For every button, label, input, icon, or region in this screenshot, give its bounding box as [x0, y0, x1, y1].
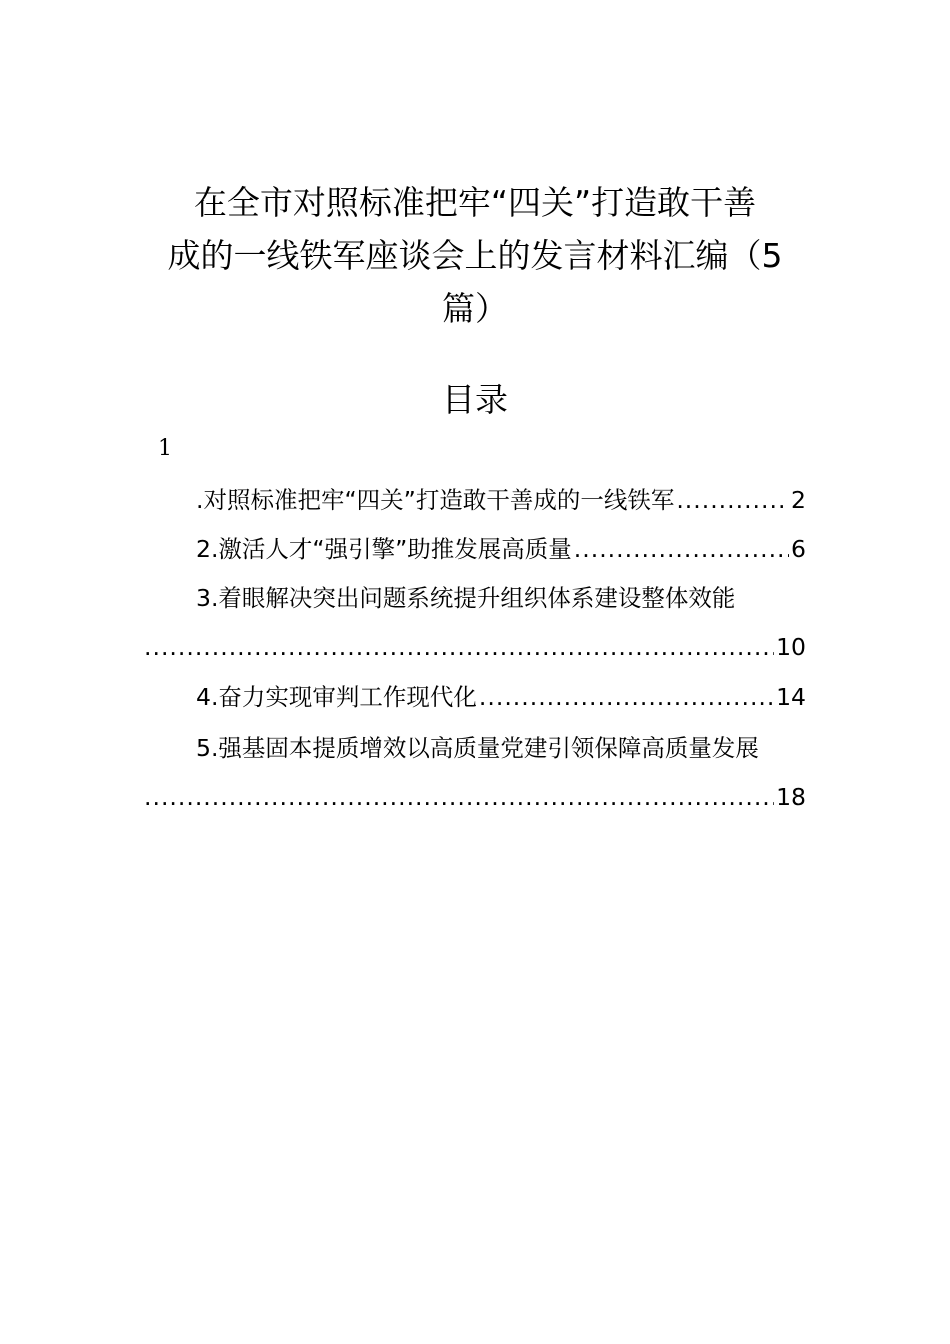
toc-entry-3-continuation[interactable]: [144, 629, 806, 665]
toc-page-number: 14: [776, 683, 806, 711]
toc-page-number: 6: [791, 535, 806, 563]
title-line-3: 篇）: [442, 289, 508, 328]
toc-entry-4[interactable]: [196, 679, 806, 715]
document-title: [140, 176, 810, 335]
toc-dot-leader: [676, 482, 789, 518]
toc-page-number: 18: [776, 783, 806, 811]
toc-entry-5-label[interactable]: 5.强基固本提质增效以高质量党建引领保障高质量发展: [196, 734, 759, 762]
toc-entry-2[interactable]: [196, 531, 806, 567]
toc-entry-label: 4.奋力实现审判工作现代化: [196, 683, 477, 711]
toc-entry-1[interactable]: [196, 482, 806, 518]
toc-dot-leader: [144, 629, 774, 665]
toc-entry-3-label[interactable]: 3.着眼解决突出问题系统提升组织体系建设整体效能: [196, 584, 736, 612]
toc-entry-label: .对照标准把牢“四关”打造敢干善成的一线铁军: [196, 486, 675, 514]
toc-dot-leader: [144, 779, 774, 815]
toc-entry-label: 2.激活人才“强引擎”助推发展高质量: [196, 535, 572, 563]
toc-stray-number: 1: [158, 436, 172, 461]
toc-page-number: 2: [791, 486, 806, 514]
toc-page-number: 10: [776, 633, 806, 661]
toc-dot-leader: [479, 679, 774, 715]
title-line-2: 成的一线铁军座谈会上的发言材料汇编（5: [167, 236, 783, 275]
toc-entry-5-continuation[interactable]: [144, 779, 806, 815]
toc-dot-leader: [574, 531, 789, 567]
toc-heading: 目录: [442, 380, 508, 419]
title-line-1: 在全市对照标准把牢“四关”打造敢干善: [193, 183, 757, 222]
